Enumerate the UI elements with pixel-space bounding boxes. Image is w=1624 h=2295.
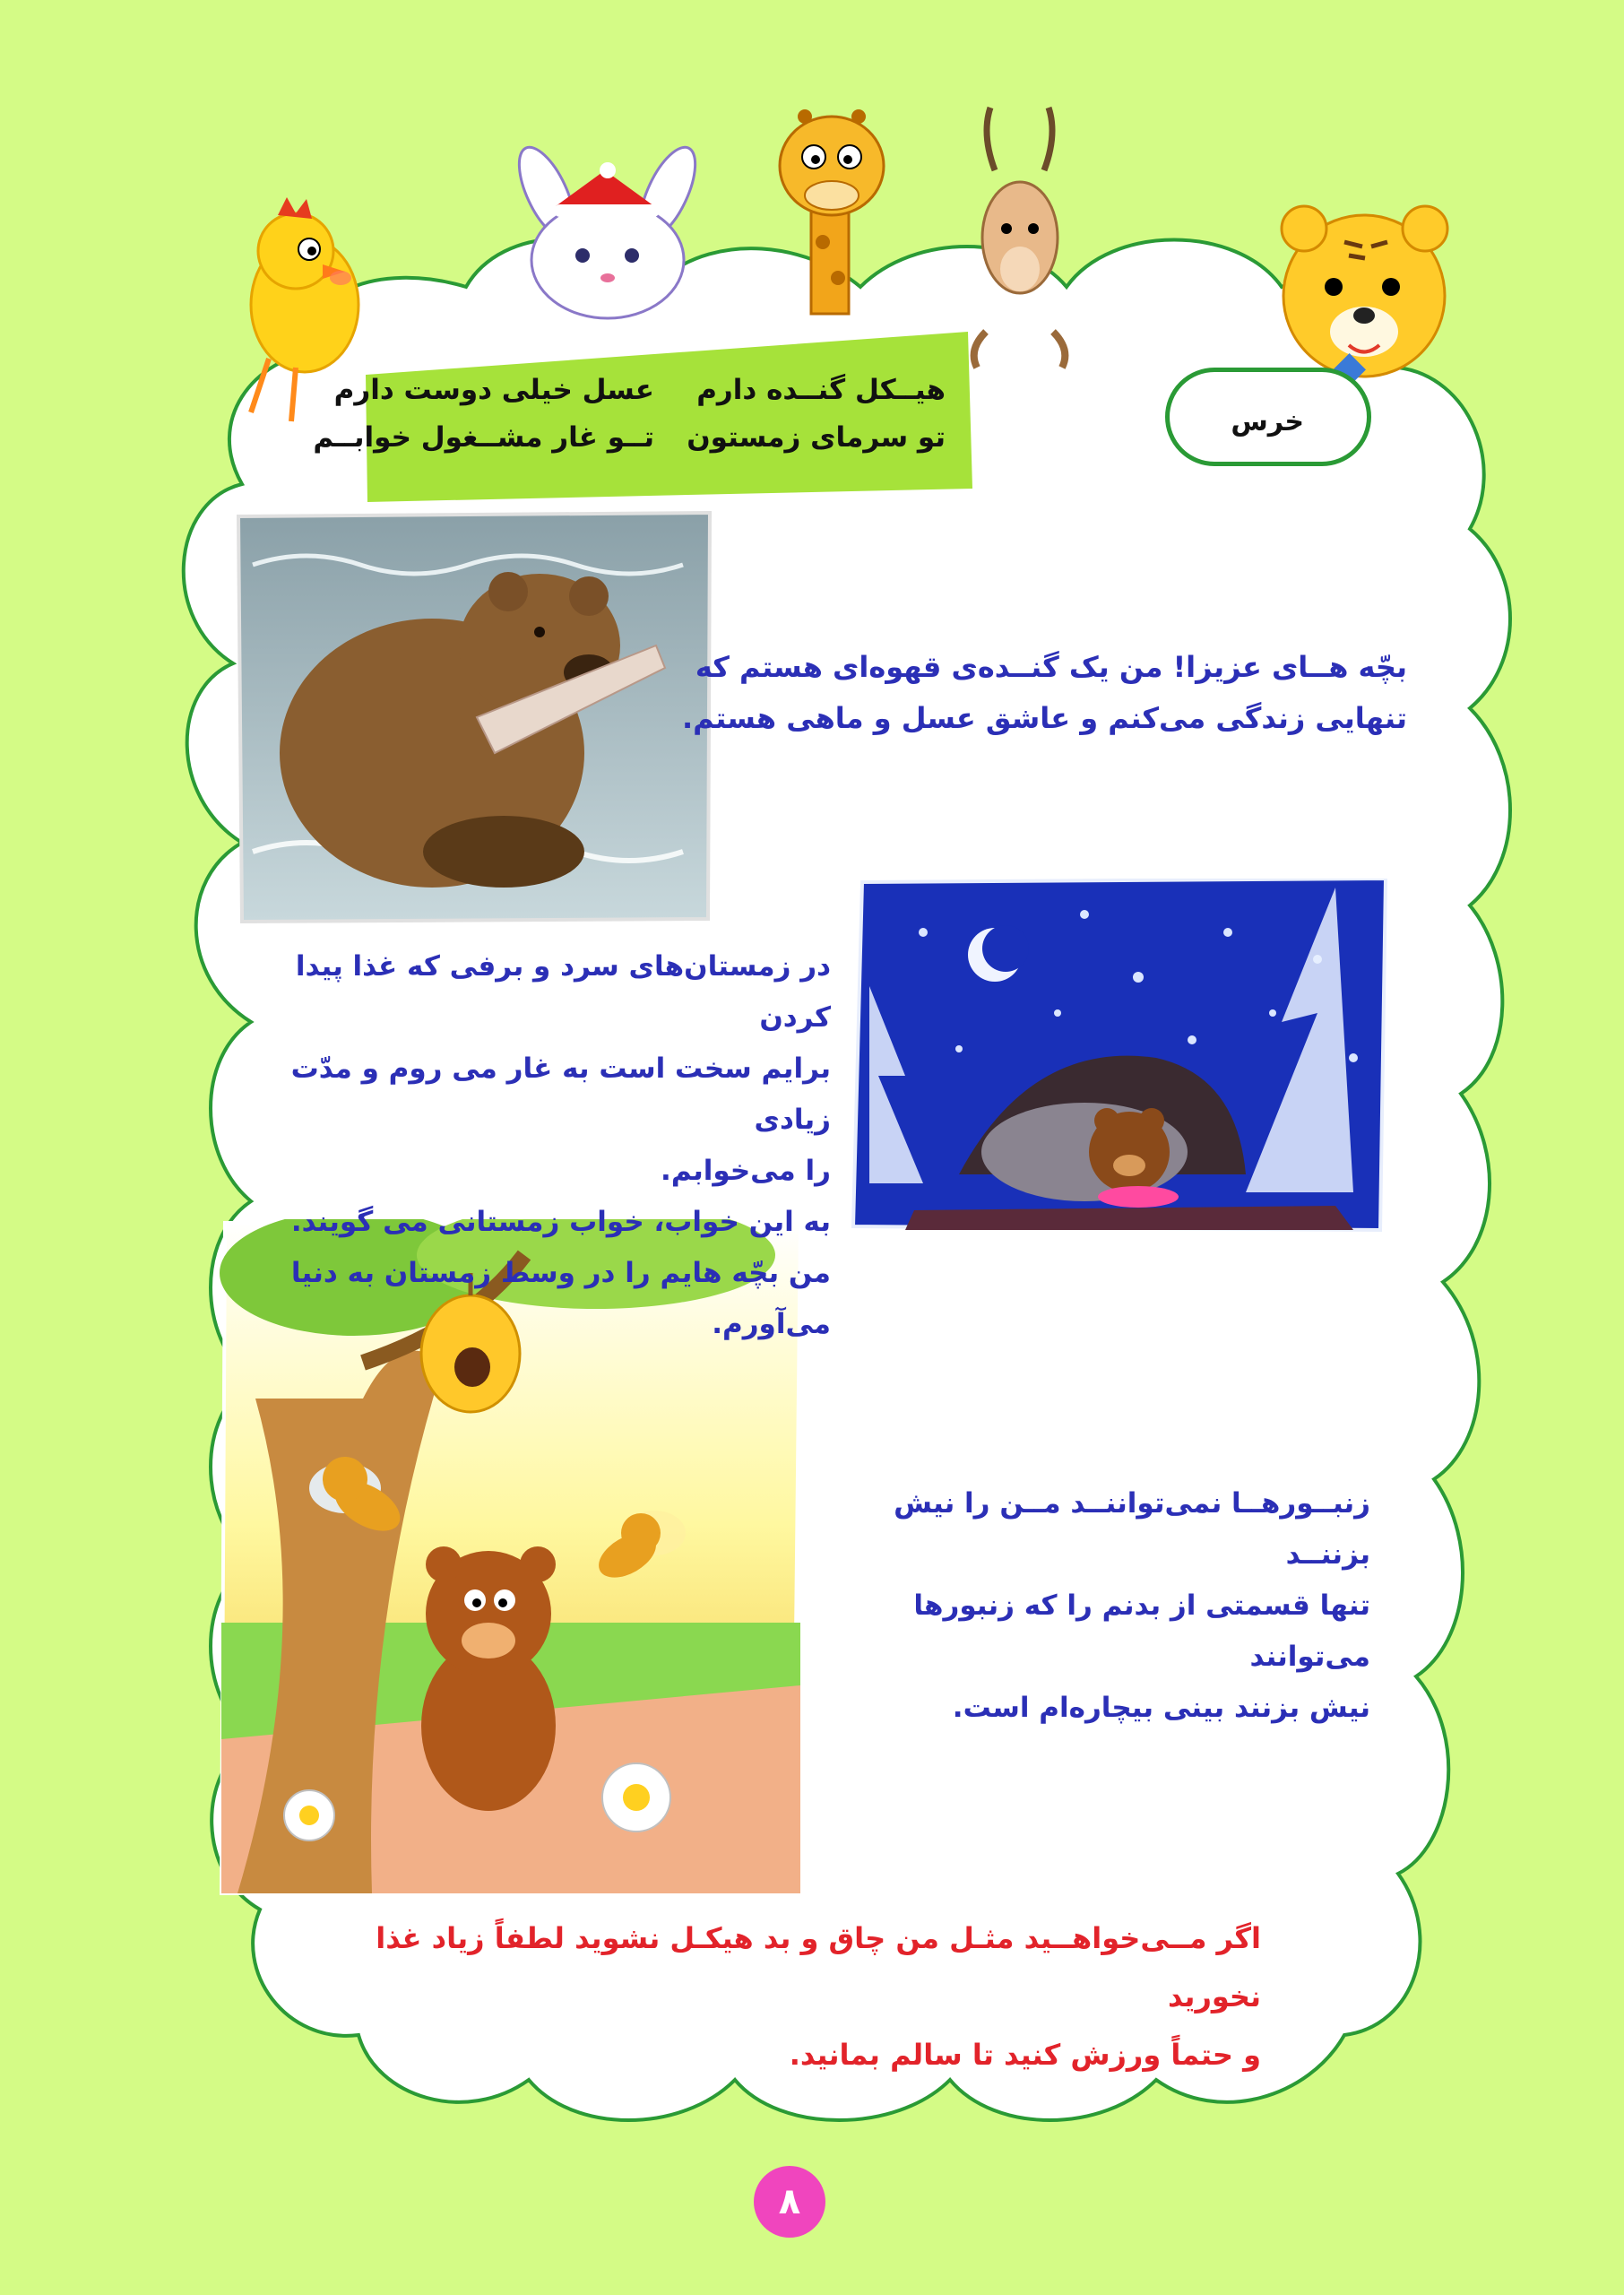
advice-line: اگر مــی‌خواهــید مثـل من چاق و بد هیکـل نشوید لطفاً زیاد غذا نخورید (376, 1921, 1261, 2014)
title-label-text: خرس (1231, 406, 1304, 437)
poem-line1-left: عسل خیلی دوست دارم (333, 374, 654, 406)
advice-text (275, 1910, 1261, 2084)
hibernating-bear-image (851, 879, 1389, 1233)
page-number-badge: ۸ (754, 2166, 825, 2238)
paragraph-hibernation-line: را می‌خوابم. (661, 1155, 831, 1187)
title-label (1165, 368, 1371, 466)
paragraph-hibernation (221, 941, 831, 1350)
paragraph-hibernation-line: برایم سخت است به غار می روم و مدّت زیادی (290, 1052, 831, 1136)
paragraph-bees-line: زنبــورهــا نمی‌تواننــد مــن را نیش بزننــد (894, 1487, 1370, 1571)
poem-line2-left: تــو غار مشــغول خوابــم (313, 421, 654, 454)
bear-fishing-photo (235, 511, 714, 923)
poem-line2-right: تو سرمای زمستون (687, 421, 946, 454)
paragraph-hibernation-line: در زمستان‌های سرد و برفی که غذا پیدا کردن (295, 950, 831, 1034)
paragraph-bees-line: نیش بزنند بینی بیچاره‌ام است. (952, 1692, 1370, 1724)
paragraph-bees (815, 1478, 1370, 1734)
paragraph-bees-line: تنها قسمتی از بدنم را که زنبورها می‌توانند (913, 1589, 1370, 1673)
paragraph-intro-line: تنهایی زندگی می‌کنم و عاشق عسل و ماهی هستم. (682, 701, 1407, 735)
paragraph-hibernation-line: من بچّه هایم را در وسط زمستان به دنیا می‌آورم. (290, 1257, 831, 1340)
paragraph-intro (672, 642, 1407, 744)
paragraph-intro-line: بچّه هــای عزیزا! من یک گنــده‌ی قهوه‌ای هستم که (695, 650, 1407, 684)
paragraph-hibernation-line: به این خواب، خواب زمستانی می گویند. (290, 1206, 831, 1238)
advice-line: و حتماً ورزش کنید تا سالم بمانید. (789, 2038, 1261, 2072)
poem-line1-right: هیــکل گنــده دارم (696, 374, 946, 406)
